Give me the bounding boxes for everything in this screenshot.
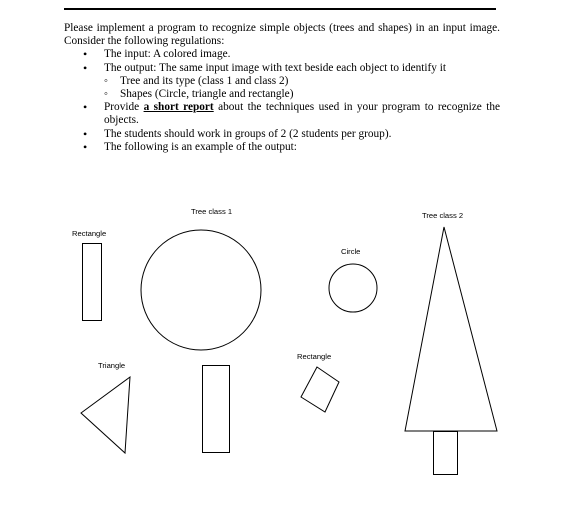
rectangle-left-shape [83, 244, 102, 321]
label-tree-class-1: Tree class 1 [191, 207, 233, 216]
list-item-input: • The input: A colored image. [64, 48, 500, 61]
triangle-shape [81, 377, 130, 453]
rectangle-middle-shape [301, 367, 339, 412]
label-circle: Circle [341, 247, 361, 256]
list-item-example: • The following is an example of the output: [64, 141, 500, 154]
intro-paragraph: Please implement a program to recognize simple objects (trees and shapes) in an input image. Consider the following regulations: [64, 22, 500, 48]
sublist-item-shapes: ◦ Shapes (Circle, triangle and rectangle) [64, 88, 500, 101]
label-rectangle-middle: Rectangle [297, 352, 332, 361]
label-rectangle-left: Rectangle [72, 229, 107, 238]
tree-class-1-crown [141, 230, 261, 350]
report-emphasis: a short report [143, 101, 214, 114]
list-item-output: • The output: The same input image with text beside each object to identify it ◦ Tree and its type (class 1 and class 2) ◦ Shapes (Circle, triangle and rectangle) [64, 62, 500, 102]
label-triangle: Triangle [98, 361, 126, 370]
sublist-item-tree: ◦ Tree and its type (class 1 and class 2) [64, 75, 500, 88]
list-item-report: • Provide a short report about the techniques used in your program to recognize the objects. [64, 101, 500, 127]
circle-shape [329, 264, 377, 312]
tree-class-2-trunk [434, 432, 458, 475]
tree-class-2-crown [405, 227, 497, 431]
list-item-groups: • The students should work in groups of 2 (2 students per group). [64, 128, 500, 141]
label-tree-class-2: Tree class 2 [422, 211, 464, 220]
tree-class-1-trunk [203, 366, 230, 453]
